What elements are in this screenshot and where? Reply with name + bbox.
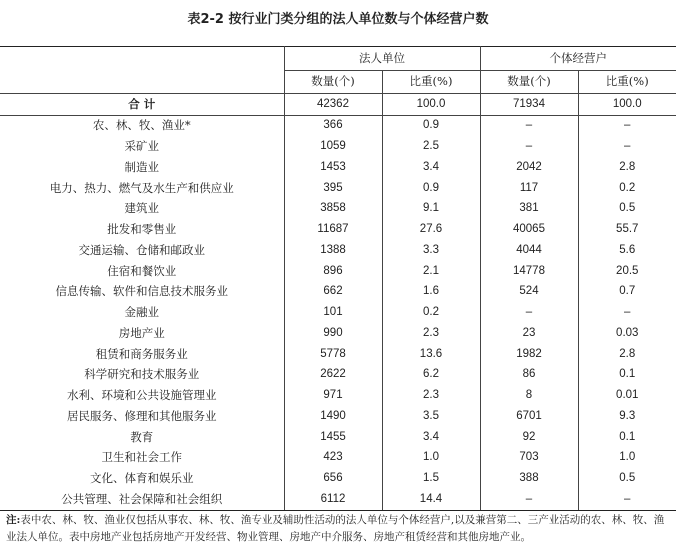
row-legal-count: 1490 xyxy=(284,406,382,427)
row-legal-ratio: 14.4 xyxy=(382,489,480,510)
row-legal-count: 1453 xyxy=(284,157,382,178)
table-row xyxy=(0,448,676,469)
row-household-ratio: 0.2 xyxy=(619,181,636,194)
row-legal-ratio: 0.9 xyxy=(382,115,480,136)
row-household-count: 14778 xyxy=(480,261,578,282)
table-row xyxy=(0,261,676,282)
row-household-count: 23 xyxy=(480,323,578,344)
row-household-ratio: 5.6 xyxy=(619,243,636,256)
row-legal-count: 101 xyxy=(284,303,382,324)
row-household-ratio: 0.1 xyxy=(619,368,636,381)
row-label: 批发和零售业 xyxy=(0,220,284,241)
row-legal-ratio: 13.6 xyxy=(382,344,480,365)
footnote-text: 表中农、林、牧、渔业仅包括从事农、林、牧、渔专业及辅助性活动的法人单位与个体经营户,以及兼营第二、三产业活动的农、林、牧、渔业法人单位。表中房地产业包括房地产开发经营、物业管理、房地产中介服务、房地产租赁经营和其他房地产业。 xyxy=(6,514,665,543)
row-legal-ratio: 9.1 xyxy=(382,199,480,220)
row-household-count: 86 xyxy=(480,365,578,386)
row-label: 卫生和社会工作 xyxy=(0,448,284,469)
row-legal-count: 366 xyxy=(284,115,382,136)
row-legal-count: 11687 xyxy=(284,220,382,241)
row-legal-count: 1059 xyxy=(284,137,382,158)
row-household-count: 6701 xyxy=(480,406,578,427)
row-label: 金融业 xyxy=(0,303,284,324)
header-industry-blank xyxy=(0,47,284,94)
row-legal-count: 3858 xyxy=(284,199,382,220)
row-household-ratio: 0.5 xyxy=(619,202,636,215)
table-row xyxy=(0,406,676,427)
row-legal-count: 662 xyxy=(284,282,382,303)
total-household-count: 71934 xyxy=(480,94,578,116)
row-label: 电力、热力、燃气及水生产和供应业 xyxy=(0,178,284,199)
row-legal-ratio: 1.6 xyxy=(382,282,480,303)
table-row xyxy=(0,199,676,220)
header-legal-ratio: 比重(%) xyxy=(382,71,480,94)
row-household-count: – xyxy=(480,137,578,158)
row-legal-ratio: 3.5 xyxy=(382,406,480,427)
row-label: 房地产业 xyxy=(0,323,284,344)
row-label: 文化、体育和娱乐业 xyxy=(0,469,284,490)
table-row xyxy=(0,344,676,365)
row-legal-count: 6112 xyxy=(284,489,382,510)
header-individual-households: 个体经营户 xyxy=(480,47,676,71)
row-legal-ratio: 2.1 xyxy=(382,261,480,282)
row-household-ratio: – xyxy=(624,306,631,319)
header-legal-units: 法人单位 xyxy=(284,47,480,71)
row-legal-count: 1388 xyxy=(284,240,382,261)
table-row xyxy=(0,240,676,261)
row-label: 交通运输、仓储和邮政业 xyxy=(0,240,284,261)
row-legal-count: 1455 xyxy=(284,427,382,448)
row-label: 住宿和餐饮业 xyxy=(0,261,284,282)
row-legal-count: 990 xyxy=(284,323,382,344)
row-household-ratio: – xyxy=(624,140,631,153)
row-legal-ratio: 2.5 xyxy=(382,137,480,158)
row-legal-count: 395 xyxy=(284,178,382,199)
row-household-ratio: 20.5 xyxy=(616,264,639,277)
table-title: 表2-2 按行业门类分组的法人单位数与个体经营户数 xyxy=(187,12,489,27)
total-label: 合 计 xyxy=(0,94,284,116)
row-legal-ratio: 1.0 xyxy=(382,448,480,469)
table-row xyxy=(0,323,676,344)
table-row xyxy=(0,137,676,158)
total-legal-count: 42362 xyxy=(284,94,382,116)
row-legal-count: 5778 xyxy=(284,344,382,365)
row-household-count: 4044 xyxy=(480,240,578,261)
row-label: 科学研究和技术服务业 xyxy=(0,365,284,386)
row-label: 制造业 xyxy=(0,157,284,178)
row-household-count: 2042 xyxy=(480,157,578,178)
row-legal-count: 971 xyxy=(284,386,382,407)
table-row xyxy=(0,303,676,324)
row-household-ratio: 55.7 xyxy=(616,223,639,236)
row-legal-count: 423 xyxy=(284,448,382,469)
row-label: 农、林、牧、渔业* xyxy=(0,115,284,136)
footnote xyxy=(6,512,670,546)
row-household-ratio: – xyxy=(578,489,676,510)
row-legal-ratio: 3.4 xyxy=(382,157,480,178)
table-row xyxy=(0,282,676,303)
row-household-ratio: 0.03 xyxy=(616,326,639,339)
row-legal-ratio: 0.2 xyxy=(382,303,480,324)
row-legal-ratio: 27.6 xyxy=(382,220,480,241)
header-household-ratio: 比重(%) xyxy=(578,71,676,94)
row-legal-ratio: 1.5 xyxy=(382,469,480,490)
row-legal-ratio: 2.3 xyxy=(382,386,480,407)
row-label: 教育 xyxy=(0,427,284,448)
row-household-ratio: – xyxy=(624,119,631,132)
row-household-count: 117 xyxy=(480,178,578,199)
table-row xyxy=(0,427,676,448)
table-row xyxy=(0,178,676,199)
row-household-count: 388 xyxy=(480,469,578,490)
row-legal-ratio: 6.2 xyxy=(382,365,480,386)
row-legal-ratio: 0.9 xyxy=(382,178,480,199)
total-row xyxy=(0,94,676,116)
row-label: 建筑业 xyxy=(0,199,284,220)
row-household-count: – xyxy=(480,303,578,324)
table-row xyxy=(0,220,676,241)
row-household-count: 703 xyxy=(480,448,578,469)
row-label: 租赁和商务服务业 xyxy=(0,344,284,365)
row-household-ratio: 1.0 xyxy=(619,451,636,464)
table-row xyxy=(0,489,676,510)
row-household-ratio: 0.01 xyxy=(616,389,639,402)
row-legal-count: 2622 xyxy=(284,365,382,386)
row-household-count: – xyxy=(480,489,578,510)
table-row xyxy=(0,115,676,136)
row-legal-ratio: 3.4 xyxy=(382,427,480,448)
data-table xyxy=(0,46,676,511)
row-household-count: 1982 xyxy=(480,344,578,365)
total-legal-ratio: 100.0 xyxy=(382,94,480,116)
table-row xyxy=(0,469,676,490)
row-household-ratio: 2.8 xyxy=(619,347,636,360)
row-household-count: 92 xyxy=(480,427,578,448)
row-household-count: – xyxy=(480,115,578,136)
table-row xyxy=(0,365,676,386)
row-label: 水利、环境和公共设施管理业 xyxy=(0,386,284,407)
table-row xyxy=(0,386,676,407)
header-legal-count: 数量(个) xyxy=(284,71,382,94)
row-legal-ratio: 2.3 xyxy=(382,323,480,344)
row-household-ratio: 0.1 xyxy=(619,430,636,443)
row-legal-count: 896 xyxy=(284,261,382,282)
row-household-ratio: 9.3 xyxy=(619,409,636,422)
row-household-ratio: 0.5 xyxy=(619,472,636,485)
row-household-ratio: 0.7 xyxy=(619,285,636,298)
row-household-count: 8 xyxy=(480,386,578,407)
row-label: 居民服务、修理和其他服务业 xyxy=(0,406,284,427)
footnote-prefix: 注: xyxy=(6,514,21,526)
row-household-count: 524 xyxy=(480,282,578,303)
table-row xyxy=(0,157,676,178)
header-household-count: 数量(个) xyxy=(480,71,578,94)
total-household-ratio: 100.0 xyxy=(578,94,676,116)
row-label: 采矿业 xyxy=(0,137,284,158)
row-label: 公共管理、社会保障和社会组织 xyxy=(0,489,284,510)
row-household-ratio: 2.8 xyxy=(619,160,636,173)
row-legal-count: 656 xyxy=(284,469,382,490)
row-household-count: 381 xyxy=(480,199,578,220)
row-label: 信息传输、软件和信息技术服务业 xyxy=(0,282,284,303)
row-legal-ratio: 3.3 xyxy=(382,240,480,261)
row-household-count: 40065 xyxy=(480,220,578,241)
